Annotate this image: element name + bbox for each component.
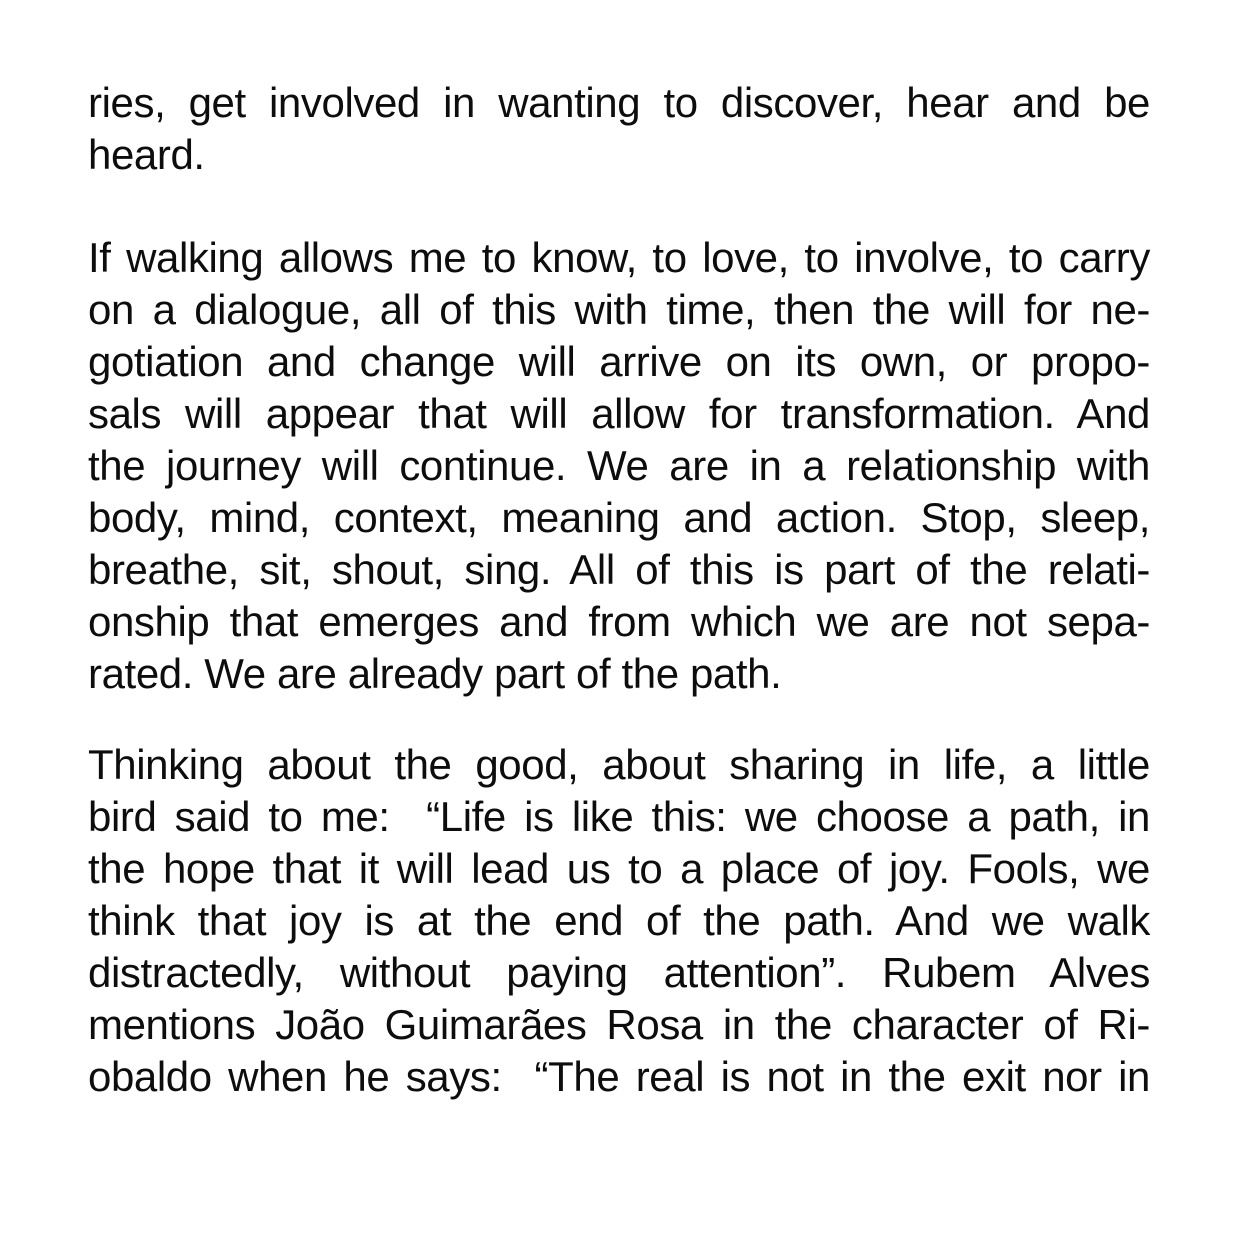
text-line: distractedly, without paying attention”. Rubem Alves: [88, 949, 1150, 996]
text-line: rated. We are already part of the path.: [88, 650, 782, 697]
text-line: the hope that it will lead us to a place of joy. Fools, we: [88, 845, 1150, 892]
paragraph-1: [88, 77, 1150, 181]
text-line: mentions João Guimarães Rosa in the character of Ri-: [88, 1001, 1150, 1048]
text-line: body, mind, context, meaning and action. Stop, sleep,: [88, 494, 1150, 541]
text-line: If walking allows me to know, to love, to involve, to carry: [88, 234, 1150, 281]
text-line: on a dialogue, all of this with time, then the will for ne-: [88, 286, 1150, 333]
text-line: bird said to me: “Life is like this: we choose a path, in: [88, 793, 1150, 840]
text-line: the journey will continue. We are in a relationship with: [88, 442, 1150, 489]
text-line: breathe, sit, shout, sing. All of this is part of the relati-: [88, 546, 1150, 593]
text-line: sals will appear that will allow for transformation. And: [88, 390, 1150, 437]
paragraph-3: [88, 739, 1150, 1103]
text-line: Thinking about the good, about sharing in life, a little: [88, 741, 1150, 788]
text-line: onship that emerges and from which we are not sepa-: [88, 598, 1150, 645]
paragraph-2: [88, 232, 1150, 700]
text-line: obaldo when he says: “The real is not in the exit nor in: [88, 1053, 1150, 1100]
text-line: gotiation and change will arrive on its own, or propo-: [88, 338, 1150, 385]
text-line: think that joy is at the end of the path. And we walk: [88, 897, 1150, 944]
text-line: heard.: [88, 131, 205, 178]
text-line: ries, get involved in wanting to discover, hear and be: [88, 79, 1150, 126]
